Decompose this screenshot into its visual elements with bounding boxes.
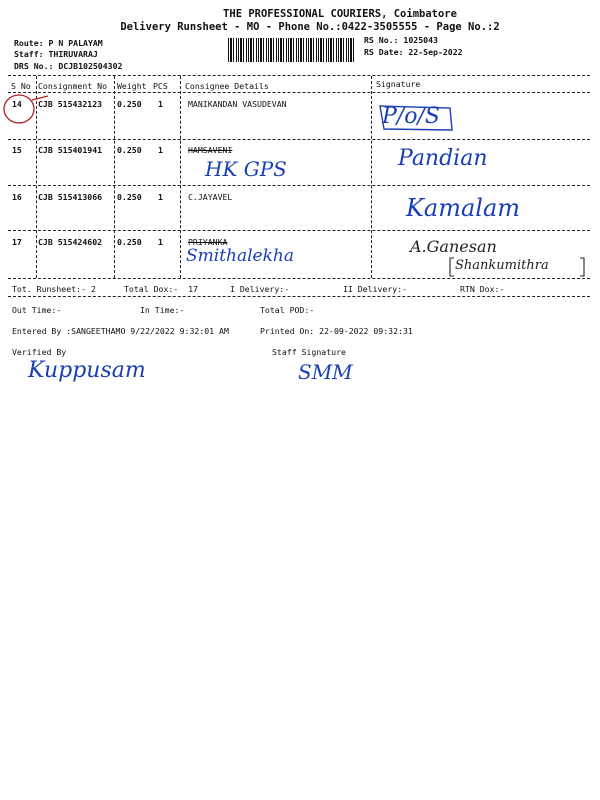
- ii-delivery: II Delivery:-: [343, 284, 408, 294]
- rtn-dox: RTN Dox:-: [460, 284, 505, 294]
- staff-signature-label: Staff Signature: [272, 347, 346, 357]
- total-dox: Total Dox:- 17: [124, 284, 198, 294]
- row-consignment: CJB 515432123: [38, 99, 103, 109]
- header-signature: Signature: [376, 79, 421, 89]
- row-consignee: PRIYANKA: [188, 237, 228, 247]
- row-handwritten-name: HK GPS: [205, 157, 287, 181]
- column-divider: [114, 76, 115, 278]
- row-sno: 16: [12, 192, 22, 202]
- row-consignment: CJB 515424602: [38, 237, 103, 247]
- row-consignee: C.JAYAVEL: [188, 192, 233, 202]
- row-divider: [8, 230, 590, 231]
- header-consignee: Consignee Details: [185, 81, 269, 91]
- rs-date: RS Date: 22-Sep-2022: [364, 47, 463, 57]
- bracket-mark: [448, 256, 588, 280]
- column-divider: [371, 76, 372, 278]
- row-signature: Pandian: [398, 146, 488, 171]
- header-pcs: PCS: [153, 81, 168, 91]
- row-pcs: 1: [158, 99, 163, 109]
- row-pcs: 1: [158, 237, 163, 247]
- header-consignment: Consignment No: [38, 81, 108, 91]
- in-time: In Time:-: [140, 305, 185, 315]
- column-divider: [180, 76, 181, 278]
- entered-by: Entered By :SANGEETHAMO 9/22/2022 9:32:01 AM: [12, 326, 229, 336]
- row-signature: P/o/S: [382, 104, 440, 129]
- row-sno: 14: [12, 99, 22, 109]
- row-consignee: MANIKANDAN VASUDEVAN: [188, 99, 287, 109]
- row-handwritten-name: Smithalekha: [186, 246, 295, 266]
- row-weight: 0.250: [117, 145, 142, 155]
- row-divider: [8, 185, 590, 186]
- runsheet-subtitle: Delivery Runsheet - MO - Phone No.:0422-3505555 - Page No.:2: [120, 21, 500, 33]
- staff-signature: SMM: [298, 360, 353, 384]
- table-top-rule: [8, 75, 590, 76]
- signature-box-ink: [378, 102, 458, 132]
- printed-on: Printed On: 22-09-2022 09:32:31: [260, 326, 413, 336]
- row-weight: 0.250: [117, 192, 142, 202]
- out-time: Out Time:-: [12, 305, 62, 315]
- row-signature-secondary: Shankumithra: [455, 258, 549, 273]
- row-weight: 0.250: [117, 237, 142, 247]
- row-consignment: CJB 515401941: [38, 145, 103, 155]
- rs-number: RS No.: 1025043: [364, 35, 438, 45]
- staff-label: Staff: THIRUVARAJ: [14, 49, 98, 59]
- drs-number: DRS No.: DCJB102504302: [14, 61, 123, 71]
- verified-by-label: Verified By: [12, 347, 67, 357]
- row-divider: [8, 139, 590, 140]
- row-pcs: 1: [158, 145, 163, 155]
- verified-by-signature: Kuppusam: [28, 358, 146, 383]
- row-weight: 0.250: [117, 99, 142, 109]
- total-pod: Total POD:-: [260, 305, 315, 315]
- row-consignee: HAMSAVENI: [188, 145, 233, 155]
- header-weight: Weight: [117, 81, 147, 91]
- row-consignment: CJB 515413066: [38, 192, 103, 202]
- header-sno: S No: [11, 81, 31, 91]
- i-delivery: I Delivery:-: [230, 284, 290, 294]
- row-sno: 15: [12, 145, 22, 155]
- company-title: THE PROFESSIONAL COURIERS, Coimbatore: [223, 8, 457, 20]
- totals-rule: [8, 296, 590, 297]
- route-label: Route: P N PALAYAM: [14, 38, 103, 48]
- row-signature: A.Ganesan: [410, 237, 497, 256]
- row-pcs: 1: [158, 192, 163, 202]
- circle-mark: [2, 92, 42, 132]
- total-runsheet: Tot. Runsheet:- 2: [12, 284, 96, 294]
- row-sno: 17: [12, 237, 22, 247]
- row-signature: Kamalam: [406, 194, 521, 222]
- table-header-rule: [8, 92, 590, 93]
- barcode: [228, 38, 356, 62]
